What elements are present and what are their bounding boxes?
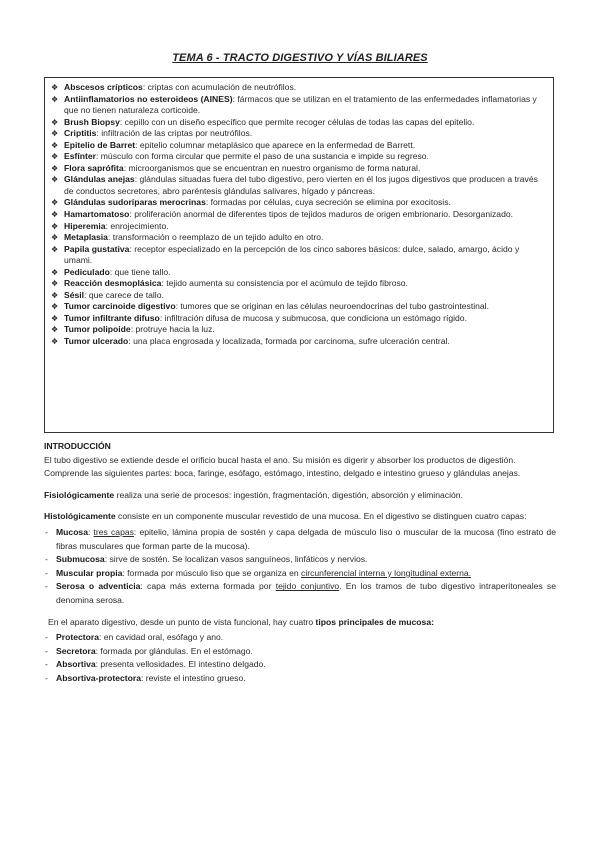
mucosa-type-label: Absortiva-protectora: [56, 672, 141, 683]
dash-bullet: -: [45, 526, 48, 537]
diamond-bullet-icon: ❖: [51, 279, 59, 289]
glossary-definition: : enrojecimiento.: [105, 220, 169, 231]
glossary-definition: : criptas con acumulación de neutrófilos.: [142, 82, 297, 92]
glossary-definition: : que carece de tallo.: [84, 289, 164, 300]
glossary-item: [51, 209, 547, 221]
glossary-definition: : receptor especializado en la percepción de los cinco sabores básicos: dulce, salado, amargo, ácido y umami.: [64, 243, 520, 266]
section-heading: INTRODUCCIÓN: [44, 441, 111, 451]
diamond-bullet-icon: ❖: [51, 198, 59, 208]
layer-underlined-text: tres capas: [93, 526, 134, 537]
glossary-term: Flora saprófita: [64, 162, 124, 173]
glossary-term: Hiperemia: [64, 220, 106, 231]
glossary-term: Tumor polipoide: [64, 324, 131, 335]
mucosa-type-label: Protectora: [56, 632, 99, 643]
glossary-item: [51, 82, 547, 94]
glossary-item: [51, 267, 547, 279]
glossary-term: Papila gustativa: [64, 243, 130, 254]
glossary-term: Glándulas anejas: [64, 174, 135, 185]
mucosa-type-item: [44, 658, 556, 672]
glossary-list: [51, 82, 547, 348]
glossary-item: [51, 324, 547, 336]
diamond-bullet-icon: ❖: [51, 337, 59, 347]
dash-bullet: -: [45, 581, 48, 592]
physiology-paragraph: [44, 489, 556, 503]
glossary-item: [51, 301, 547, 313]
diamond-bullet-icon: ❖: [51, 290, 59, 300]
glossary-definition: : transformación o reemplazo de un tejido adulto en otro.: [107, 232, 324, 243]
glossary-item: [51, 140, 547, 152]
glossary-definition: : infiltración difusa de mucosa y submucosa, que condiciona un estómago rígido.: [159, 312, 467, 323]
diamond-bullet-icon: ❖: [51, 325, 59, 335]
intro-paragraph: El tubo digestivo se extiende desde el orificio bucal hasta el ano. Su misión es digerir y absorber los productos de digestión. Comprende las siguientes partes: boca, faringe, esófago, estómago, intestino, delgado e intestino grueso y glándulas anejas.: [44, 454, 521, 479]
dash-bullet: -: [45, 672, 48, 683]
mucosa-types-label: tipos principales de mucosa:: [315, 616, 434, 627]
glossary-item: [51, 244, 547, 267]
glossary-item: [51, 290, 547, 302]
glossary-item: [51, 94, 547, 117]
glossary-item: [51, 232, 547, 244]
glossary-term: Pediculado: [64, 266, 110, 277]
glossary-term: Epitelio de Barret: [64, 139, 136, 150]
glossary-item: [51, 336, 547, 348]
glossary-term: Metaplasia: [64, 232, 108, 243]
layer-text: : capa más externa formada por: [140, 581, 276, 592]
mucosa-type-label: Absortiva: [56, 659, 96, 670]
layer-item-serosa: [44, 580, 556, 607]
diamond-bullet-icon: ❖: [51, 221, 59, 231]
diamond-bullet-icon: ❖: [51, 210, 59, 220]
dash-bullet: -: [45, 554, 48, 565]
glossary-term: Brush Biopsy: [64, 116, 120, 127]
mucosa-types-text: En el aparato digestivo, desde un punto de vista funcional, hay cuatro: [48, 616, 316, 627]
glossary-item: [51, 278, 547, 290]
glossary-definition: : cepillo con un diseño específico que permite recoger células de todas las capas del epitelio.: [119, 116, 475, 127]
layer-text: : formada por músculo liso que se organiza en: [122, 567, 302, 578]
layer-item-submucosa: [44, 553, 556, 567]
glossary-definition: : tumores que se originan en las células neuroendocrinas del tubo gastrointestinal.: [175, 301, 489, 312]
glossary-term: Abscesos crípticos: [64, 82, 143, 92]
glossary-term: Criptitis: [64, 128, 97, 139]
glossary-term: Tumor ulcerado: [64, 336, 129, 347]
glossary-term: Sésil: [64, 289, 85, 300]
diamond-bullet-icon: ❖: [51, 140, 59, 150]
physiology-text: realiza una serie de procesos: ingestión, fragmentación, digestión, absorción y eliminación.: [114, 489, 463, 500]
diamond-bullet-icon: ❖: [51, 233, 59, 243]
introduction-section: [44, 440, 556, 686]
glossary-item: [51, 313, 547, 325]
glossary-item: [51, 221, 547, 233]
layer-text: . En los tramos de tubo digestivo intraperitoneales se denomina serosa.: [56, 581, 556, 605]
layers-list: [44, 526, 556, 608]
histology-paragraph: [44, 510, 556, 524]
layer-text: : sirve de sostén. Se localizan vasos sanguíneos, linfáticos y nervios.: [104, 554, 368, 565]
mucosa-type-text: : presenta vellosidades. El intestino delgado.: [95, 659, 266, 670]
glossary-definition: : infiltración de las criptas por neutrófilos.: [96, 128, 253, 139]
dash-bullet: -: [45, 632, 48, 643]
diamond-bullet-icon: ❖: [51, 175, 59, 185]
physiology-label: Fisiológicamente: [44, 489, 115, 500]
diamond-bullet-icon: ❖: [51, 94, 59, 104]
layer-label: Mucosa: [56, 526, 88, 537]
glossary-definition: : microorganismos que se encuentran en nuestro organismo de forma natural.: [123, 162, 421, 173]
layer-text: :: [88, 526, 94, 537]
glossary-term: Reacción desmoplásica: [64, 278, 162, 289]
mucosa-type-text: : formada por glándulas. En el estómago.: [95, 645, 253, 656]
layer-underlined-text: circunferencial interna y longitudinal externa.: [301, 567, 472, 578]
mucosa-type-item: [44, 672, 556, 686]
glossary-box: [44, 77, 554, 433]
dash-bullet: -: [45, 567, 48, 578]
glossary-definition: : fármacos que se utilizan en el tratamiento de las enfermedades inflamatorias y que no tienen naturaleza corticoide.: [64, 93, 537, 116]
layer-label: Serosa o adventicia: [56, 581, 141, 592]
glossary-term: Tumor infiltrante difuso: [64, 312, 160, 323]
mucosa-types-list: [44, 631, 556, 685]
mucosa-type-item: [44, 645, 556, 659]
glossary-term: Esfínter: [64, 151, 96, 162]
layer-item-mucosa: [44, 526, 556, 553]
mucosa-types-intro: [44, 616, 556, 630]
glossary-definition: : músculo con forma circular que permite el paso de una sustancia e impide su regreso.: [96, 151, 429, 162]
diamond-bullet-icon: ❖: [51, 267, 59, 277]
mucosa-type-text: : en cavidad oral, esófago y ano.: [98, 632, 224, 643]
glossary-item: [51, 197, 547, 209]
diamond-bullet-icon: ❖: [51, 302, 59, 312]
glossary-definition: : epitelio columnar metaplásico que aparece en la enfermedad de Barrett.: [135, 139, 416, 150]
layer-text: : epitelio, lámina propia de sostén y capa delgada de músculo liso o muscular de la mucosa (fino estrato de fibras musculares que forman parte de la mucosa).: [56, 526, 556, 551]
glossary-definition: : proliferación anormal de diferentes tipos de tejidos maduros de origen embrionario. Desorganizado.: [129, 209, 514, 220]
layer-label: Submucosa: [56, 554, 105, 565]
glossary-definition: : glándulas situadas fuera del tubo digestivo, pero vierten en él los jugos digestivos que producen a través de conductos secretores, abro paréntesis glándulas salivares, hígado y páncreas.: [64, 174, 538, 196]
diamond-bullet-icon: ❖: [51, 244, 59, 254]
glossary-term: Tumor carcinoide digestivo: [64, 301, 176, 312]
glossary-item: [51, 151, 547, 163]
diamond-bullet-icon: ❖: [51, 83, 59, 92]
diamond-bullet-icon: ❖: [51, 129, 59, 139]
diamond-bullet-icon: ❖: [51, 313, 59, 323]
mucosa-type-item: [44, 631, 556, 645]
glossary-term: Hamartomatoso: [64, 209, 130, 220]
dash-bullet: -: [45, 659, 48, 670]
diamond-bullet-icon: ❖: [51, 152, 59, 162]
layer-item-muscular: [44, 567, 556, 581]
layer-underlined-text: tejido conjuntivo: [275, 581, 340, 592]
histology-text: consiste en un componente muscular revestido de una mucosa. En el digestivo se distinguen cuatro capas:: [115, 511, 527, 522]
page-title: TEMA 6 - TRACTO DIGESTIVO Y VÍAS BILIARES: [172, 52, 428, 64]
mucosa-type-text: : reviste el intestino grueso.: [141, 672, 246, 683]
mucosa-type-label: Secretora: [56, 645, 96, 656]
glossary-item: [51, 117, 547, 129]
glossary-item: [51, 128, 547, 140]
diamond-bullet-icon: ❖: [51, 163, 59, 173]
glossary-definition: : tejido aumenta su consistencia por el acúmulo de tejido fibroso.: [161, 278, 408, 289]
glossary-definition: : una placa engrosada y localizada, formada por carcinoma, sufre ulceración central.: [128, 336, 450, 347]
glossary-item: [51, 163, 547, 175]
histology-label: Histológicamente: [44, 511, 116, 522]
glossary-definition: : protruye hacia la luz.: [130, 324, 215, 335]
glossary-definition: : que tiene tallo.: [109, 266, 171, 277]
glossary-term: Antiinflamatorios no esteroideos (AINES): [64, 93, 233, 104]
glossary-item: [51, 174, 547, 197]
glossary-definition: : formadas por células, cuya secreción se elimina por exocitosis.: [205, 197, 451, 208]
layer-label: Muscular propia: [56, 567, 123, 578]
dash-bullet: -: [45, 645, 48, 656]
diamond-bullet-icon: ❖: [51, 117, 59, 127]
glossary-term: Glándulas sudoríparas merocrinas: [64, 197, 206, 208]
